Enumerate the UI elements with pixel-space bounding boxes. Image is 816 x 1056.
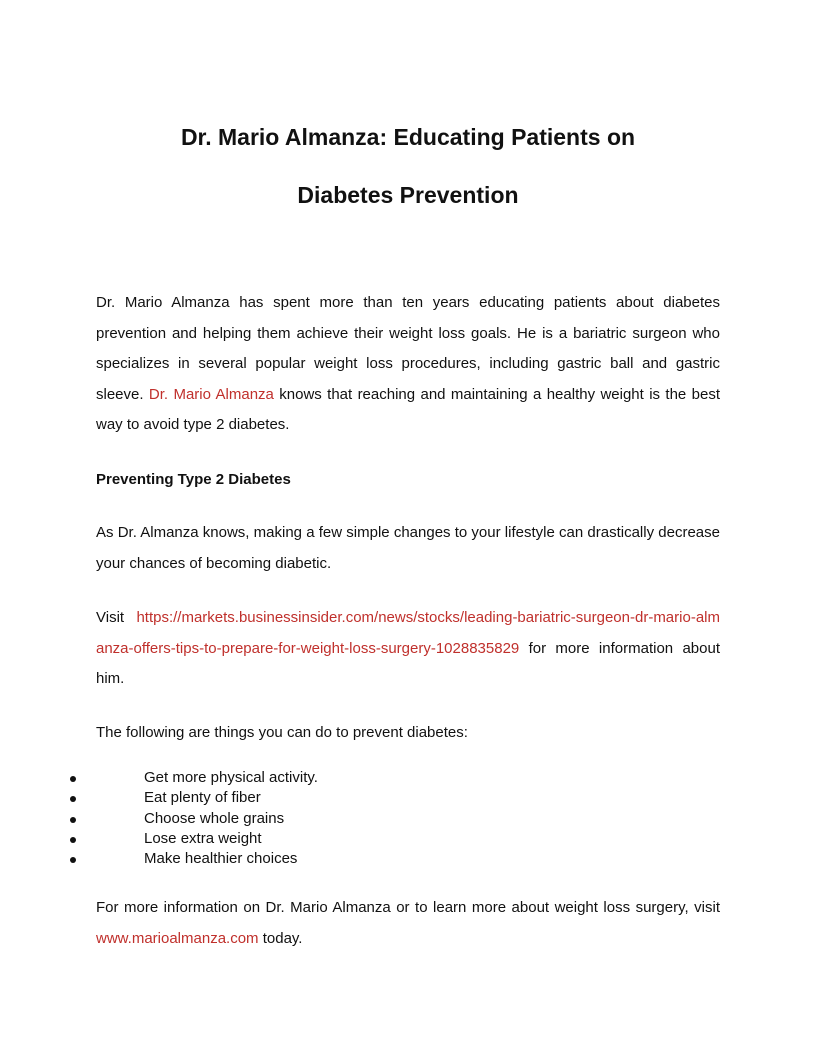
list-item-text: Choose whole grains [144, 809, 285, 827]
list-intro: The following are things you can do to prevent diabetes: [96, 724, 468, 741]
businessinsider-link[interactable]: https://markets.businessinsider.com/news/stocks/leading-bariatric-surgeon-dr-mario-almanza-offers-tips-to-prepare-for-weight-loss-surgery-1028835829 [96, 609, 720, 657]
bullet-icon [70, 817, 76, 823]
visit-suffix: for more information about him. [96, 639, 720, 687]
closing-paragraph [96, 893, 720, 954]
list-item [0, 849, 816, 869]
intro-paragraph [96, 288, 720, 441]
list-item-text: Make healthier choices [144, 850, 298, 868]
list-item [0, 768, 816, 788]
website-link[interactable]: www.marioalmanza.com [96, 929, 259, 947]
bullet-icon [70, 837, 76, 843]
author-link[interactable]: Dr. Mario Almanza [148, 385, 274, 403]
bullet-icon [70, 796, 76, 802]
list-item [0, 809, 816, 829]
page-title-line-1: Dr. Mario Almanza: Educating Patients on [180, 124, 636, 150]
section-heading: Preventing Type 2 Diabetes [96, 471, 291, 488]
closing-text-2: today. [258, 929, 303, 947]
intro-text-1: Dr. Mario Almanza has spent more than ten years educating patients about diabetes prevention and helping them achieve their weight loss goals. He is a bariatric surgeon who specializes in several popular weight loss procedures, including gastric ball and gastric sleeve. [96, 294, 720, 403]
list-item [0, 829, 816, 849]
visit-paragraph [96, 603, 720, 695]
bullet-icon [70, 857, 76, 863]
page-title-line-2: Diabetes Prevention [297, 182, 519, 208]
intro-text-2: knows that reaching and maintaining a healthy weight is the best way to avoid type 2 diabetes. [96, 385, 720, 433]
closing-text-1: For more information on Dr. Mario Almanza or to learn more about weight loss surgery, visit [96, 899, 720, 916]
list-item-text: Eat plenty of fiber [144, 789, 261, 807]
bullet-icon [70, 776, 76, 782]
list-item-text: Lose extra weight [144, 829, 262, 847]
list-item-text: Get more physical activity. [144, 769, 318, 786]
prevention-list [0, 768, 816, 869]
lifestyle-paragraph: As Dr. Almanza knows, making a few simple changes to your lifestyle can drastically decrease your chances of becoming diabetic. [96, 524, 720, 572]
visit-prefix: Visit [96, 609, 137, 626]
list-item [0, 788, 816, 808]
